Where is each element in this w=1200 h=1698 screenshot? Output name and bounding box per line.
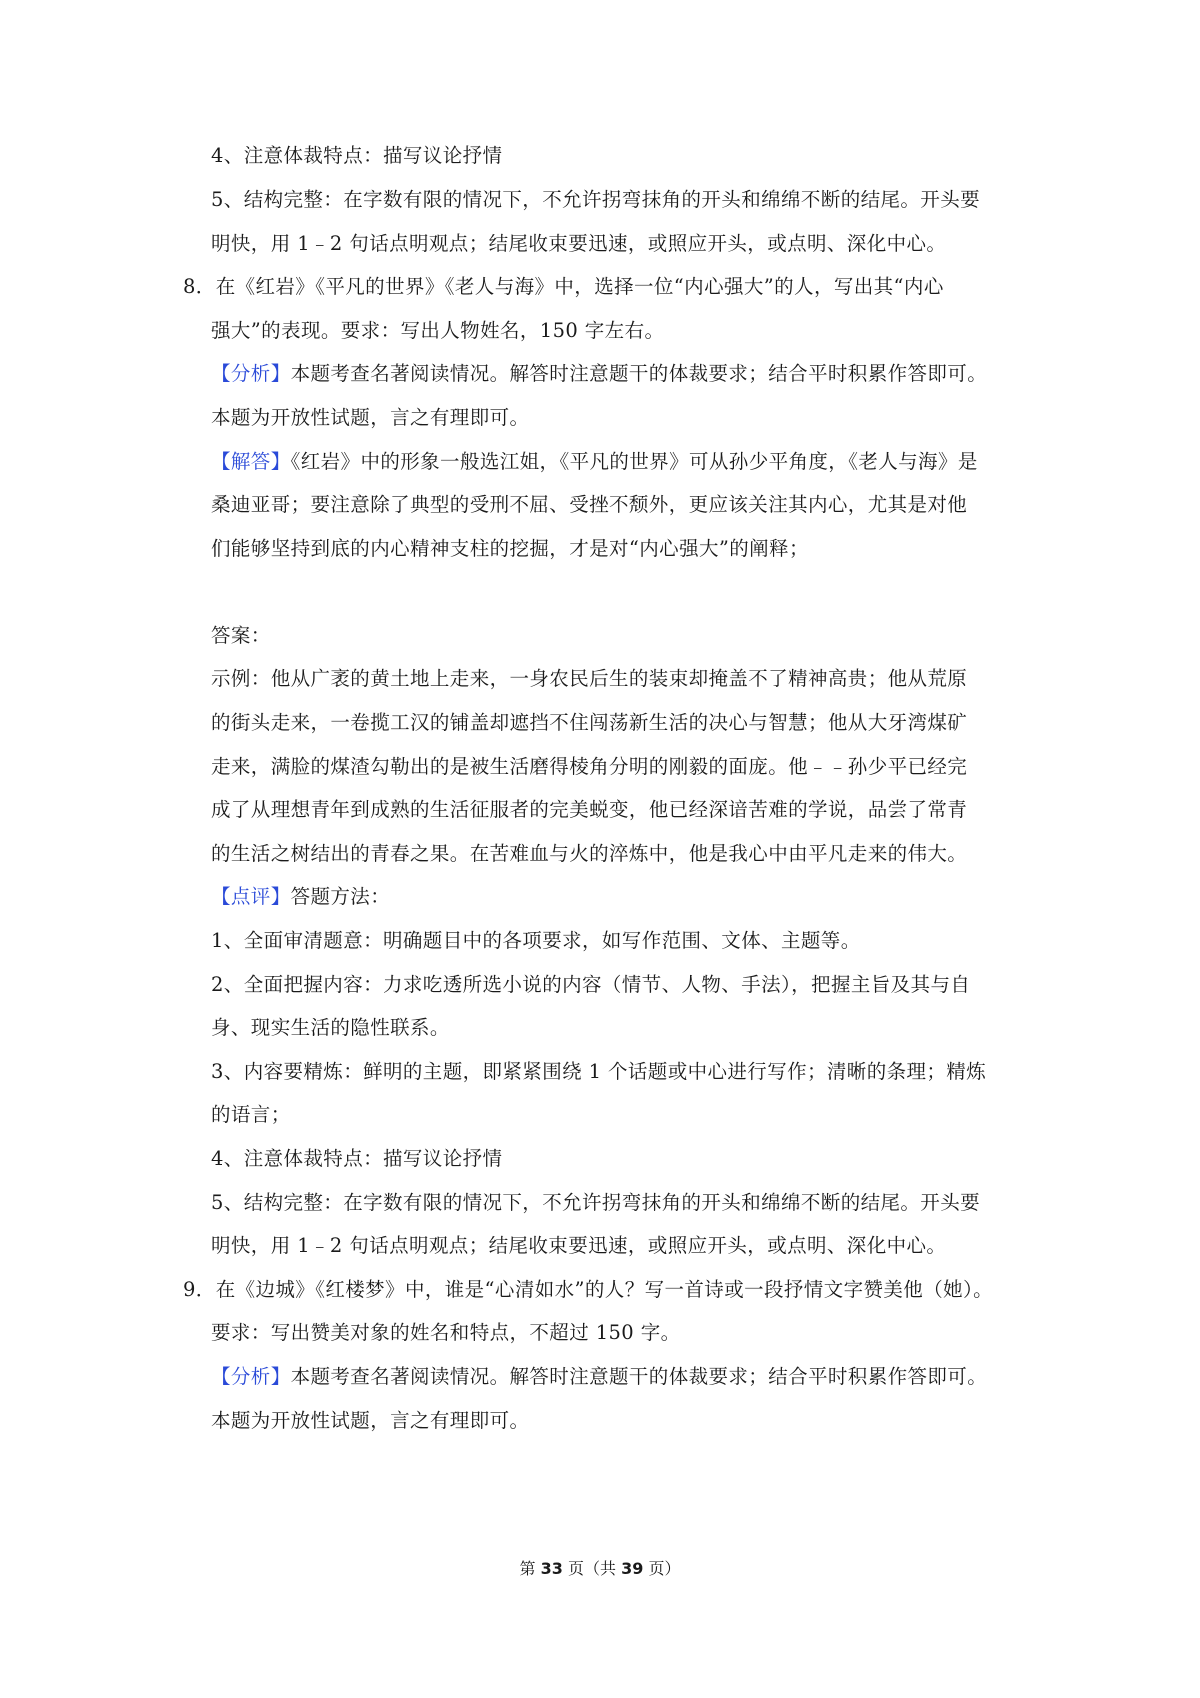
text-line: 4、注意体裁特点：描写议论抒情: [211, 144, 503, 167]
solution-line: 【解答】《红岩》中的形象一般选江姐，《平凡的世界》可从孙少平角度，《老人与海》是: [211, 450, 978, 473]
text-line: 2、全面把握内容：力求吃透所选小说的内容（情节、人物、手法），把握主旨及其与自: [211, 973, 971, 996]
text-line: 示例：他从广袤的黄土地上走来，一身农民后生的装束却掩盖不了精神高贵；他从荒原: [211, 667, 968, 690]
solution-tag: 【解答】: [211, 450, 291, 473]
answer-label: 答案：: [211, 624, 271, 647]
text-line: 明快，用 1﹣2 句话点明观点；结尾收束要迅速，或照应开头，或点明、深化中心。: [211, 1234, 947, 1257]
text-line: 5、结构完整：在字数有限的情况下，不允许拐弯抹角的开头和绵绵不断的结尾。开头要: [211, 188, 981, 211]
text-line: 的街头走来，一卷揽工汉的铺盖却遮挡不住闯荡新生活的决心与智慧；他从大牙湾煤矿: [211, 711, 968, 734]
analysis-line: 【分析】本题考查名著阅读情况。解答时注意题干的体裁要求；结合平时积累作答即可。: [211, 1365, 988, 1388]
text-line: 4、注意体裁特点：描写议论抒情: [211, 1147, 503, 1170]
question-8-text: 8．在《红岩》《平凡的世界》《老人与海》中，选择一位“内心强大”的人，写出其“内心: [183, 275, 944, 298]
analysis-line: 【分析】本题考查名著阅读情况。解答时注意题干的体裁要求；结合平时积累作答即可。: [211, 362, 988, 385]
question-9-text: 9．在《边城》《红楼梦》中，谁是“心清如水”的人？写一首诗或一段抒情文字赞美他（她）。: [183, 1278, 994, 1301]
text-line: 的语言；: [211, 1103, 291, 1126]
text-line: 5、结构完整：在字数有限的情况下，不允许拐弯抹角的开头和绵绵不断的结尾。开头要: [211, 1191, 981, 1214]
text-line: 3、内容要精炼：鲜明的主题，即紧紧围绕 1 个话题或中心进行写作；清晰的条理；精炼: [211, 1060, 987, 1083]
page-number: 33: [540, 1559, 563, 1578]
text-line: 1、全面审清题意：明确题目中的各项要求，如写作范围、文体、主题等。: [211, 929, 861, 952]
text-line: 要求：写出赞美对象的姓名和特点，不超过 150 字。: [211, 1321, 681, 1344]
analysis-tag: 【分析】: [211, 362, 291, 385]
analysis-tag: 【分析】: [211, 1365, 291, 1388]
text-line: 成了从理想青年到成熟的生活征服者的完美蜕变，他已经深谙苦难的学说，品尝了常青: [211, 798, 968, 821]
text-line: 本题为开放性试题，言之有理即可。: [211, 406, 530, 429]
text-line: 强大”的表现。要求：写出人物姓名，150 字左右。: [211, 319, 665, 342]
comment-line: 【点评】答题方法：: [211, 885, 391, 908]
text-line: 们能够坚持到底的内心精神支柱的挖掘，才是对“内心强大”的阐释；: [211, 537, 809, 560]
text-line: 的生活之树结出的青春之果。在苦难血与火的淬炼中，他是我心中由平凡走来的伟大。: [211, 842, 968, 865]
page-total: 39: [621, 1559, 644, 1578]
text-line: 明快，用 1﹣2 句话点明观点；结尾收束要迅速，或照应开头，或点明、深化中心。: [211, 232, 947, 255]
text-line: 身、现实生活的隐性联系。: [211, 1016, 450, 1039]
text-line: 本题为开放性试题，言之有理即可。: [211, 1409, 530, 1432]
comment-tag: 【点评】: [211, 885, 291, 908]
text-line: 走来，满脸的煤渣勾勒出的是被生活磨得棱角分明的刚毅的面庞。他﹣﹣孙少平已经完: [211, 755, 968, 778]
text-line: 桑迪亚哥；要注意除了典型的受刑不屈、受挫不颓外，更应该关注其内心，尤其是对他: [211, 493, 968, 516]
page-footer: 第 33 页（共 39 页）: [519, 1559, 681, 1578]
